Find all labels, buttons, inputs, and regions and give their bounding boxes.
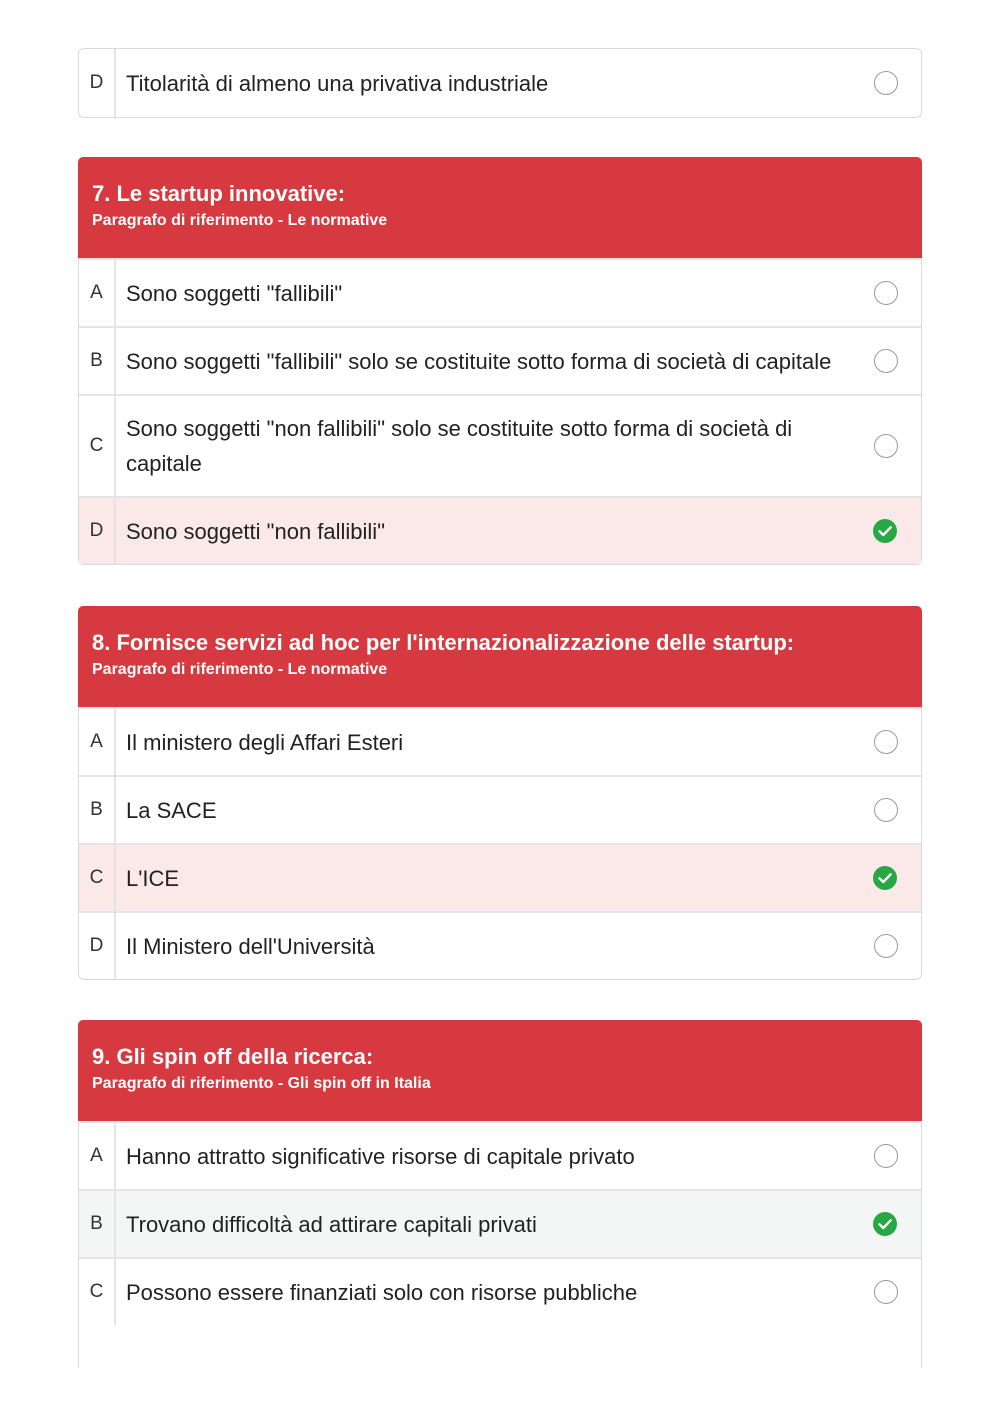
option-row-selected[interactable] [79,1189,921,1257]
question-title: 7. Le startup innovative: [92,181,346,206]
radio-empty-icon[interactable] [874,281,898,305]
option-row[interactable] [79,49,921,117]
option-text: Sono soggetti "fallibili" [126,280,343,306]
question-header [78,606,922,707]
question-8-card [78,606,922,980]
question-reference: Paragrafo di riferimento - Le normative [92,212,388,229]
option-row[interactable] [79,911,921,979]
option-row-correct[interactable] [79,496,921,564]
question-header [78,157,922,258]
question-title: 8. Fornisce servizi ad hoc per l'internazionalizzazione delle startup: [92,630,795,655]
option-text: Sono soggetti "non fallibili" [126,518,386,544]
radio-empty-icon[interactable] [874,434,898,458]
question-title: 9. Gli spin off della ricerca: [92,1044,374,1069]
option-row-correct[interactable] [79,843,921,911]
option-letter: D [79,913,116,979]
option-letter: A [79,709,116,775]
radio-empty-icon[interactable] [874,71,898,95]
option-letter: C [79,845,116,911]
option-row[interactable] [79,258,921,326]
option-text: L'ICE [126,865,180,891]
option-text: Titolarità di almeno una privativa industriale [126,70,549,96]
option-row[interactable] [79,1121,921,1189]
option-row[interactable] [79,1257,921,1325]
option-text: La SACE [126,797,217,823]
radio-empty-icon[interactable] [874,349,898,373]
option-row[interactable] [79,775,921,843]
check-circle-icon[interactable] [872,1211,898,1237]
option-text: Il ministero degli Affari Esteri [126,729,404,755]
radio-empty-icon[interactable] [874,1280,898,1304]
check-circle-icon[interactable] [872,865,898,891]
option-letter: A [79,1123,116,1189]
option-letter: B [79,777,116,843]
question-7-card [78,157,922,565]
question-9-card [78,1020,922,1368]
option-letter: D [79,498,116,564]
radio-empty-icon[interactable] [874,1144,898,1168]
option-row[interactable] [79,394,921,496]
option-letter: B [79,328,116,394]
check-circle-icon[interactable] [872,518,898,544]
radio-empty-icon[interactable] [874,798,898,822]
option-row[interactable] [79,707,921,775]
question-reference: Paragrafo di riferimento - Gli spin off in Italia [92,1075,431,1092]
option-text: Possono essere finanziati solo con risorse pubbliche [126,1279,638,1305]
radio-empty-icon[interactable] [874,934,898,958]
option-text: Trovano difficoltà ad attirare capitali privati [126,1211,537,1237]
continuation-spacer [79,1325,921,1368]
option-letter: A [79,260,116,326]
option-text: Il Ministero dell'Università [126,933,375,959]
option-letter: C [79,1259,116,1325]
radio-empty-icon[interactable] [874,730,898,754]
question-reference: Paragrafo di riferimento - Le normative [92,661,388,678]
option-letter: D [79,49,116,117]
option-text: Sono soggetti "non fallibili" solo se costituite sotto forma di società di capitale [126,416,793,476]
option-letter: C [79,396,116,496]
option-letter: B [79,1191,116,1257]
option-row[interactable] [79,326,921,394]
option-text: Sono soggetti "fallibili" solo se costituite sotto forma di società di capitale [126,348,832,374]
question-6-card [78,48,922,118]
question-header [78,1020,922,1121]
option-text: Hanno attratto significative risorse di capitale privato [126,1143,635,1169]
